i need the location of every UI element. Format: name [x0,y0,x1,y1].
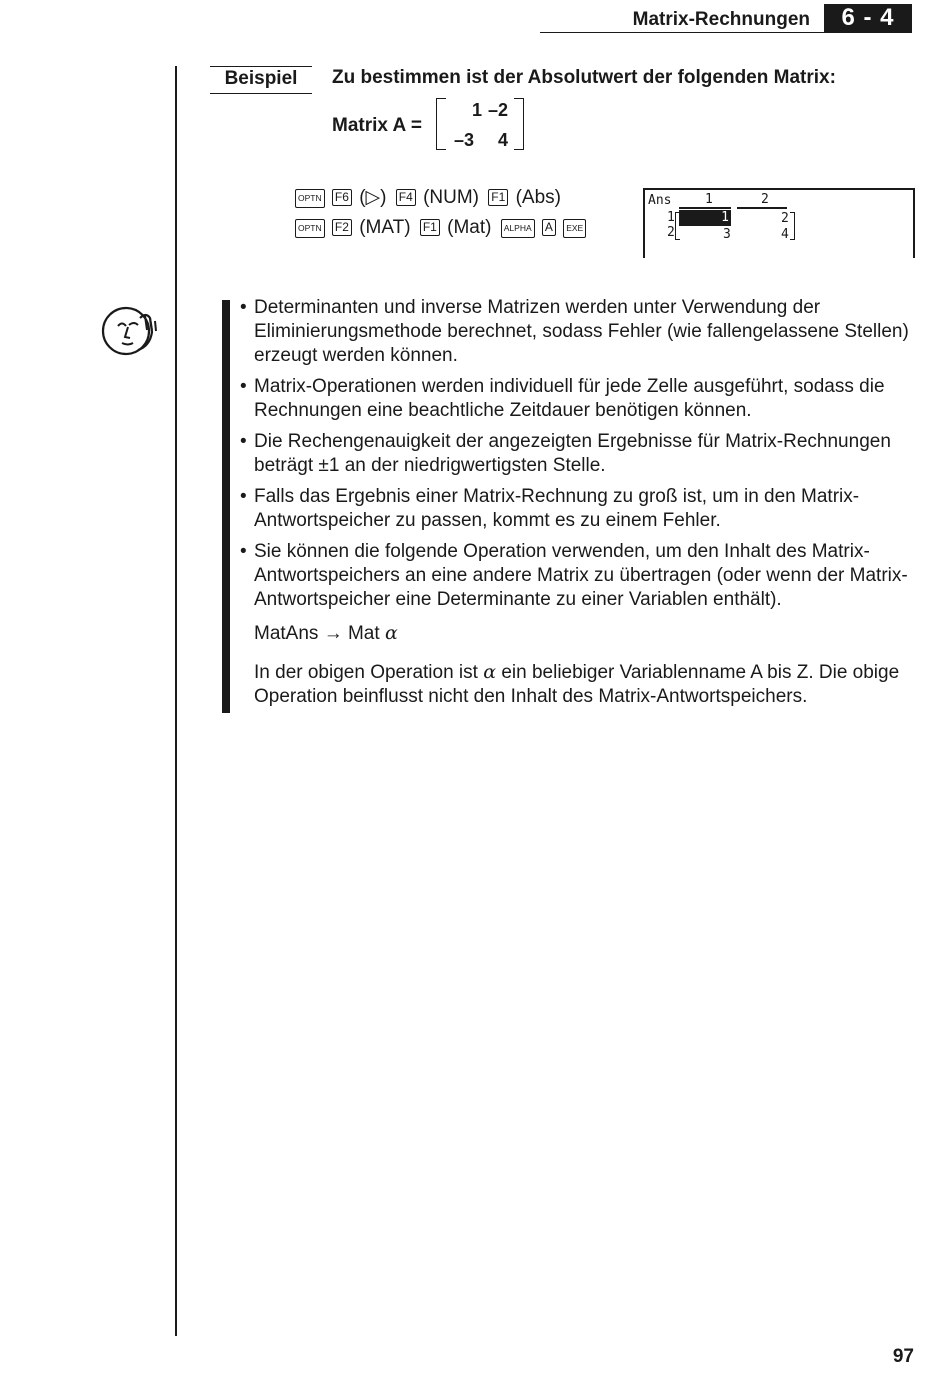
section-title: Matrix-Rechnungen [632,9,810,30]
screen-col-header: 1 [705,192,713,207]
explanation-variable: α [483,661,497,683]
note-list [240,296,920,612]
note-section [240,296,920,709]
matrix-cell: 1 [471,100,482,120]
thinking-face-icon [98,300,164,358]
screen-header-underline [679,207,731,209]
formula-arrow: → [323,623,343,644]
matrix-label: Matrix A = [332,115,422,136]
matrix-left-bracket [436,98,446,150]
key-function-text: (Abs) [515,187,561,208]
screen-cell: 4 [781,227,789,242]
header-rule [540,32,912,33]
optn-key: OPTN [295,189,325,208]
key-function-text: (▷) [359,187,387,208]
note-item: • Die Rechengenauigkeit der angezeigten Ergebnisse für Matrix-Rechnungen beträgt ±1 an der niedrigwertigsten Stelle. [240,430,920,478]
formula-right: Mat [347,623,380,644]
screen-selected-cell: 1 [679,210,731,226]
screen-cell: 2 [781,211,789,226]
screen-row-header: 2 [667,225,675,240]
note-bar [222,300,230,713]
f6-key: F6 [332,189,352,206]
key-function-text: (MAT) [359,217,411,238]
note-item: • Falls das Ergebnis einer Matrix-Rechnung zu groß ist, um in den Matrix-Antwortspeicher zu passen, kommt es zu einem Fehler. [240,485,920,533]
screen-title: Ans [648,193,672,208]
optn-key: OPTN [295,219,325,238]
calculator-screen [643,188,915,258]
note-item: • Sie können die folgende Operation verwenden, um den Inhalt des Matrix-Antwortspeichers an eine andere Matrix zu übertragen (oder wenn der Matrix-Antwortspeicher eine Determinante zu einer Variablen enthält). [240,540,920,612]
key-sequence-line-1 [295,186,565,209]
key-function-text: (Mat) [447,217,492,238]
explanation-after: ein beliebiger Variablenname A bis Z. Die obige Operation beinflusst nicht den Inhalt des Matrix-Antwortspeichers. [254,662,900,707]
formula-variable: α [384,622,398,644]
screen-right-bracket [790,212,795,240]
exe-key: EXE [563,219,586,238]
matrix-right-bracket [514,98,524,150]
screen-cell: 3 [723,227,731,242]
matrix-cell: –2 [487,100,508,120]
screen-header-underline [737,207,787,209]
note-item: • Determinanten und inverse Matrizen werden unter Verwendung der Eliminierungsmethode berechnet, sodass Fehler (wie fallengelassene Stellen) erzeugt werden können. [240,296,920,368]
f4-key: F4 [396,189,416,206]
example-task: Zu bestimmen ist der Absolutwert der folgenden Matrix: [332,67,836,88]
margin-line [175,66,177,1336]
key-function-text: (NUM) [423,187,479,208]
explanation-before: In der obigen Operation ist [254,662,484,683]
f1-key: F1 [488,189,508,206]
matrix-cell: 4 [497,130,508,150]
f1-key: F1 [420,219,440,236]
section-number-badge: 6 - 4 [824,4,912,32]
example-label: Beispiel [210,66,312,94]
matrix-cell: –3 [453,130,474,150]
screen-row-header: 1 [667,210,675,225]
explanation [240,660,920,709]
matrix-a [436,98,524,150]
screen-col-header: 2 [761,192,769,207]
note-item: • Matrix-Operationen werden individuell für jede Zelle ausgeführt, sodass die Rechnungen eine beachtliche Zeitdauer benötigen können. [240,375,920,423]
formula [240,621,920,646]
key-sequence-line-2 [295,217,588,239]
alpha-key: ALPHA [501,219,535,238]
f2-key: F2 [332,219,352,236]
formula-left: MatAns [254,623,319,644]
a-key: A [542,219,556,236]
page-number: 97 [892,1346,914,1367]
